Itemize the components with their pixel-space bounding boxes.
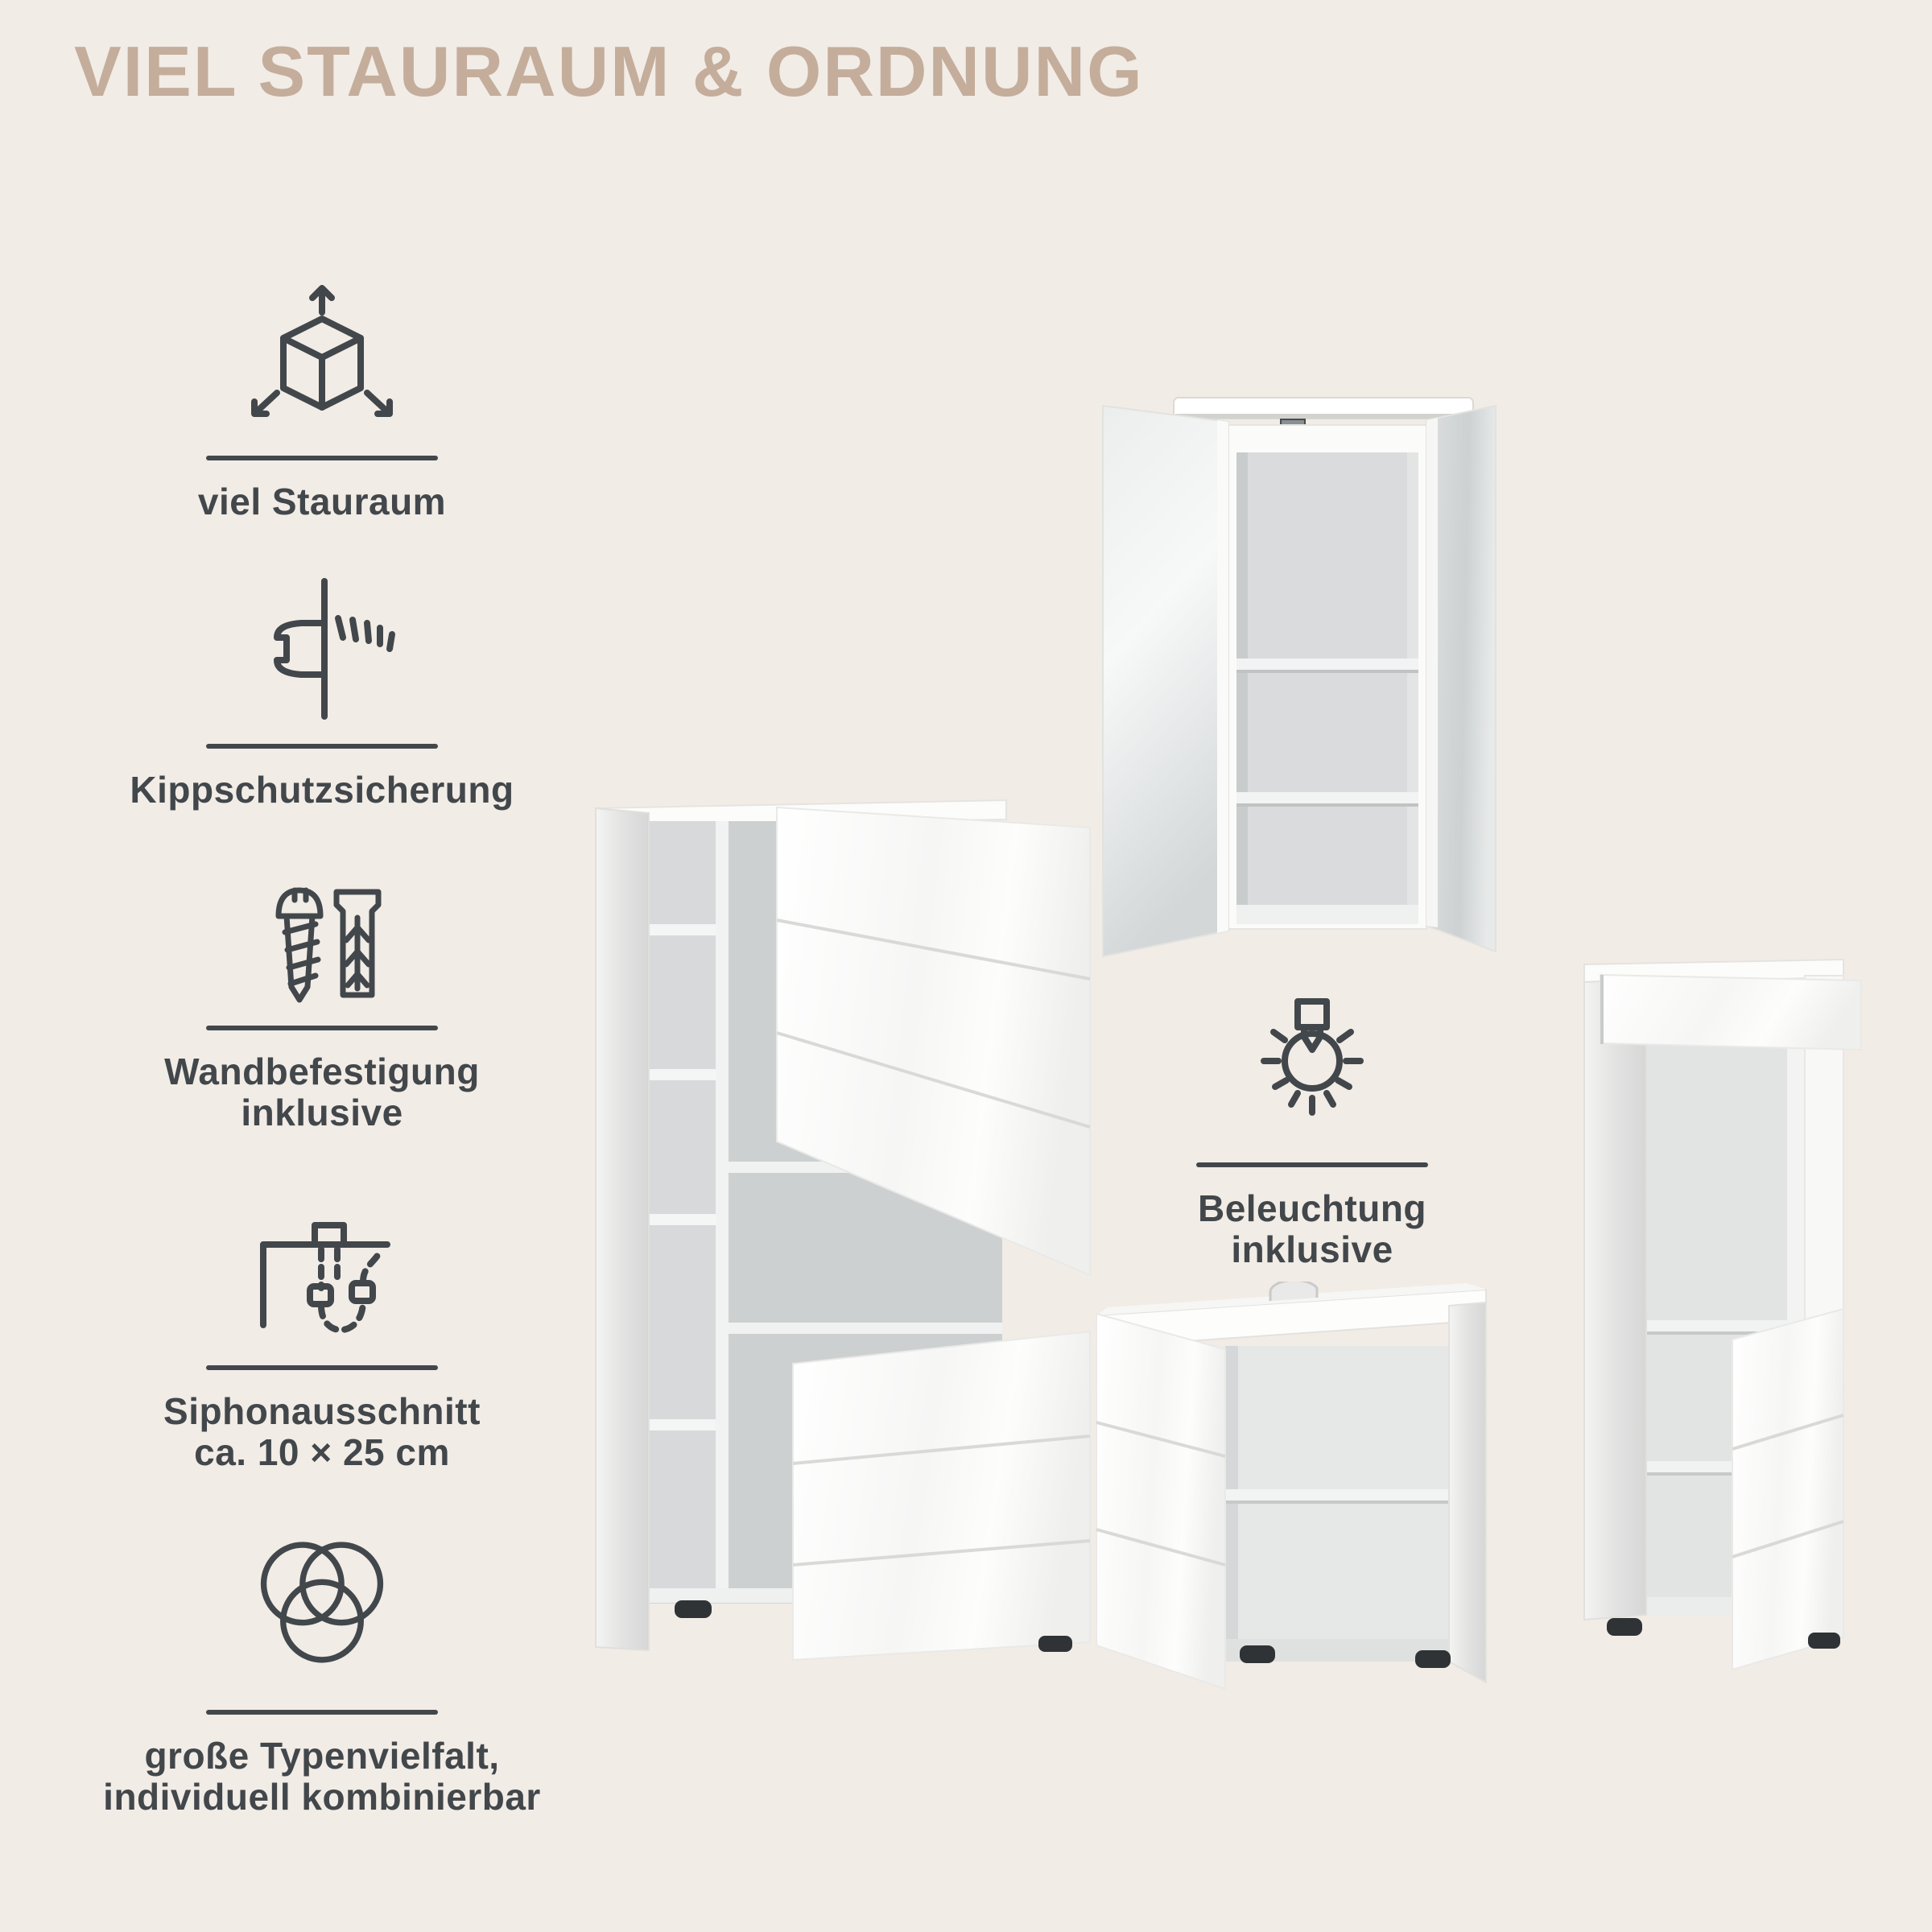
feature-label bbox=[163, 1391, 481, 1472]
feature-label-line: ca. 10 × 25 cm bbox=[194, 1430, 450, 1473]
feature-block-siphon bbox=[56, 1198, 588, 1472]
open-drawer bbox=[1600, 975, 1861, 1050]
mirror-cabinet-image bbox=[1079, 393, 1505, 964]
feature-divider bbox=[206, 1710, 438, 1715]
feature-divider bbox=[206, 744, 438, 749]
feature-divider bbox=[206, 1365, 438, 1370]
feature-block-stauraum bbox=[56, 280, 588, 522]
feature-divider bbox=[1196, 1162, 1428, 1167]
light-bulb-icon bbox=[1232, 987, 1393, 1148]
feature-label bbox=[164, 1051, 480, 1133]
feature-divider bbox=[206, 456, 438, 460]
feature-label-line: inklusive bbox=[1231, 1228, 1393, 1270]
open-door bbox=[1732, 1309, 1843, 1670]
feature-block-wandbefestigung bbox=[56, 874, 588, 1133]
feature-label-line: viel Stauraum bbox=[197, 481, 447, 522]
feature-label-line: individuell kombinierbar bbox=[103, 1775, 541, 1818]
feature-block-beleuchtung bbox=[1046, 987, 1578, 1269]
feature-block-typenvielfalt bbox=[56, 1526, 588, 1817]
feature-label bbox=[198, 481, 446, 522]
feature-label-line: große Typenvielfalt, bbox=[144, 1735, 500, 1777]
feature-label bbox=[103, 1736, 541, 1817]
feature-block-kippschutz bbox=[56, 568, 588, 811]
cube-dimensions-icon bbox=[242, 280, 402, 441]
feature-label-line: inklusive bbox=[241, 1091, 403, 1133]
overlapping-circles-icon bbox=[237, 1526, 407, 1695]
midi-cabinet-image bbox=[1570, 956, 1912, 1685]
washbasin-cabinet-image bbox=[1087, 1282, 1497, 1704]
feature-label bbox=[130, 770, 514, 811]
feature-label-line: Kippschutzsicherung bbox=[130, 769, 514, 811]
feature-divider bbox=[206, 1026, 438, 1030]
feature-label-line: Beleuchtung bbox=[1197, 1187, 1427, 1229]
feature-label-line: Wandbefestigung bbox=[164, 1051, 480, 1092]
wall-anchor-screw-icon bbox=[242, 568, 402, 729]
tall-cabinet-image bbox=[588, 795, 1103, 1681]
feature-label-line: Siphonausschnitt bbox=[163, 1390, 481, 1432]
screw-and-dowel-icon bbox=[242, 874, 402, 1011]
page-title: VIEL STAURAUM & ORDNUNG bbox=[74, 31, 1144, 111]
feature-label bbox=[1198, 1188, 1426, 1269]
siphon-cutout-icon bbox=[237, 1198, 407, 1351]
